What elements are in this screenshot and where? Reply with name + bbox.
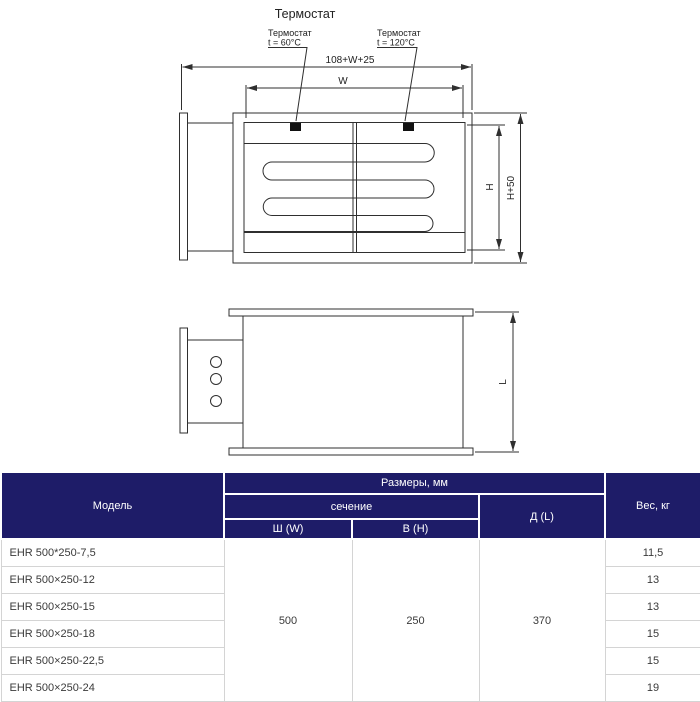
- drawing-title: Термостат: [274, 7, 336, 21]
- col-header-height: В (H): [352, 519, 479, 539]
- thermostat-60-label: Термостат: [268, 28, 312, 38]
- thermostat-60-temp: t = 60°C: [268, 37, 301, 48]
- terminal-box-flange: [180, 328, 188, 433]
- dim-text-duct-height: H: [485, 183, 496, 191]
- weight-cell: 15: [605, 648, 700, 675]
- col-header-length: Д (L): [479, 494, 605, 539]
- weight-cell: 11,5: [605, 539, 700, 567]
- side-top-flange: [229, 309, 473, 316]
- side-bottom-flange: [229, 448, 473, 455]
- model-cell: EHR 500×250-15: [1, 594, 224, 621]
- dim-text-length: L: [498, 379, 509, 385]
- col-header-model: Модель: [1, 472, 224, 539]
- model-cell: EHR 500×250-22,5: [1, 648, 224, 675]
- thermostat-120-temp: t = 120°C: [377, 37, 415, 48]
- terminal-box: [188, 340, 244, 423]
- table-row: [1, 539, 700, 567]
- dim-text-overall-height: H+50: [506, 175, 517, 201]
- weight-cell: 15: [605, 621, 700, 648]
- model-cell: EHR 500×250-18: [1, 621, 224, 648]
- thermostat-120-label: Термостат: [377, 28, 421, 38]
- dim-text-overall-width: 108+W+25: [325, 55, 375, 66]
- spec-table: [0, 471, 700, 702]
- thermostat-120-sensor: [403, 123, 414, 131]
- shared-length-cell: 370: [479, 539, 605, 702]
- col-header-width: Ш (W): [224, 519, 352, 539]
- col-header-dimensions-group: Размеры, мм: [224, 472, 605, 494]
- col-header-weight: Вес, кг: [605, 472, 700, 539]
- thermostat-60-sensor: [290, 123, 301, 131]
- weight-cell: 13: [605, 594, 700, 621]
- model-cell: EHR 500×250-24: [1, 675, 224, 702]
- front-inlet-flange: [180, 113, 188, 260]
- col-header-section-group: сечение: [224, 494, 479, 519]
- leader-thermostat-60: [268, 48, 307, 122]
- dim-text-duct-width: W: [338, 76, 348, 87]
- leader-thermostat-120: [377, 48, 417, 122]
- weight-cell: 19: [605, 675, 700, 702]
- shared-height-cell: 250: [352, 539, 479, 702]
- model-cell: EHR 500*250-7,5: [1, 539, 224, 567]
- side-body: [243, 316, 463, 448]
- model-cell: EHR 500×250-12: [1, 567, 224, 594]
- shared-width-cell: 500: [224, 539, 352, 702]
- weight-cell: 13: [605, 567, 700, 594]
